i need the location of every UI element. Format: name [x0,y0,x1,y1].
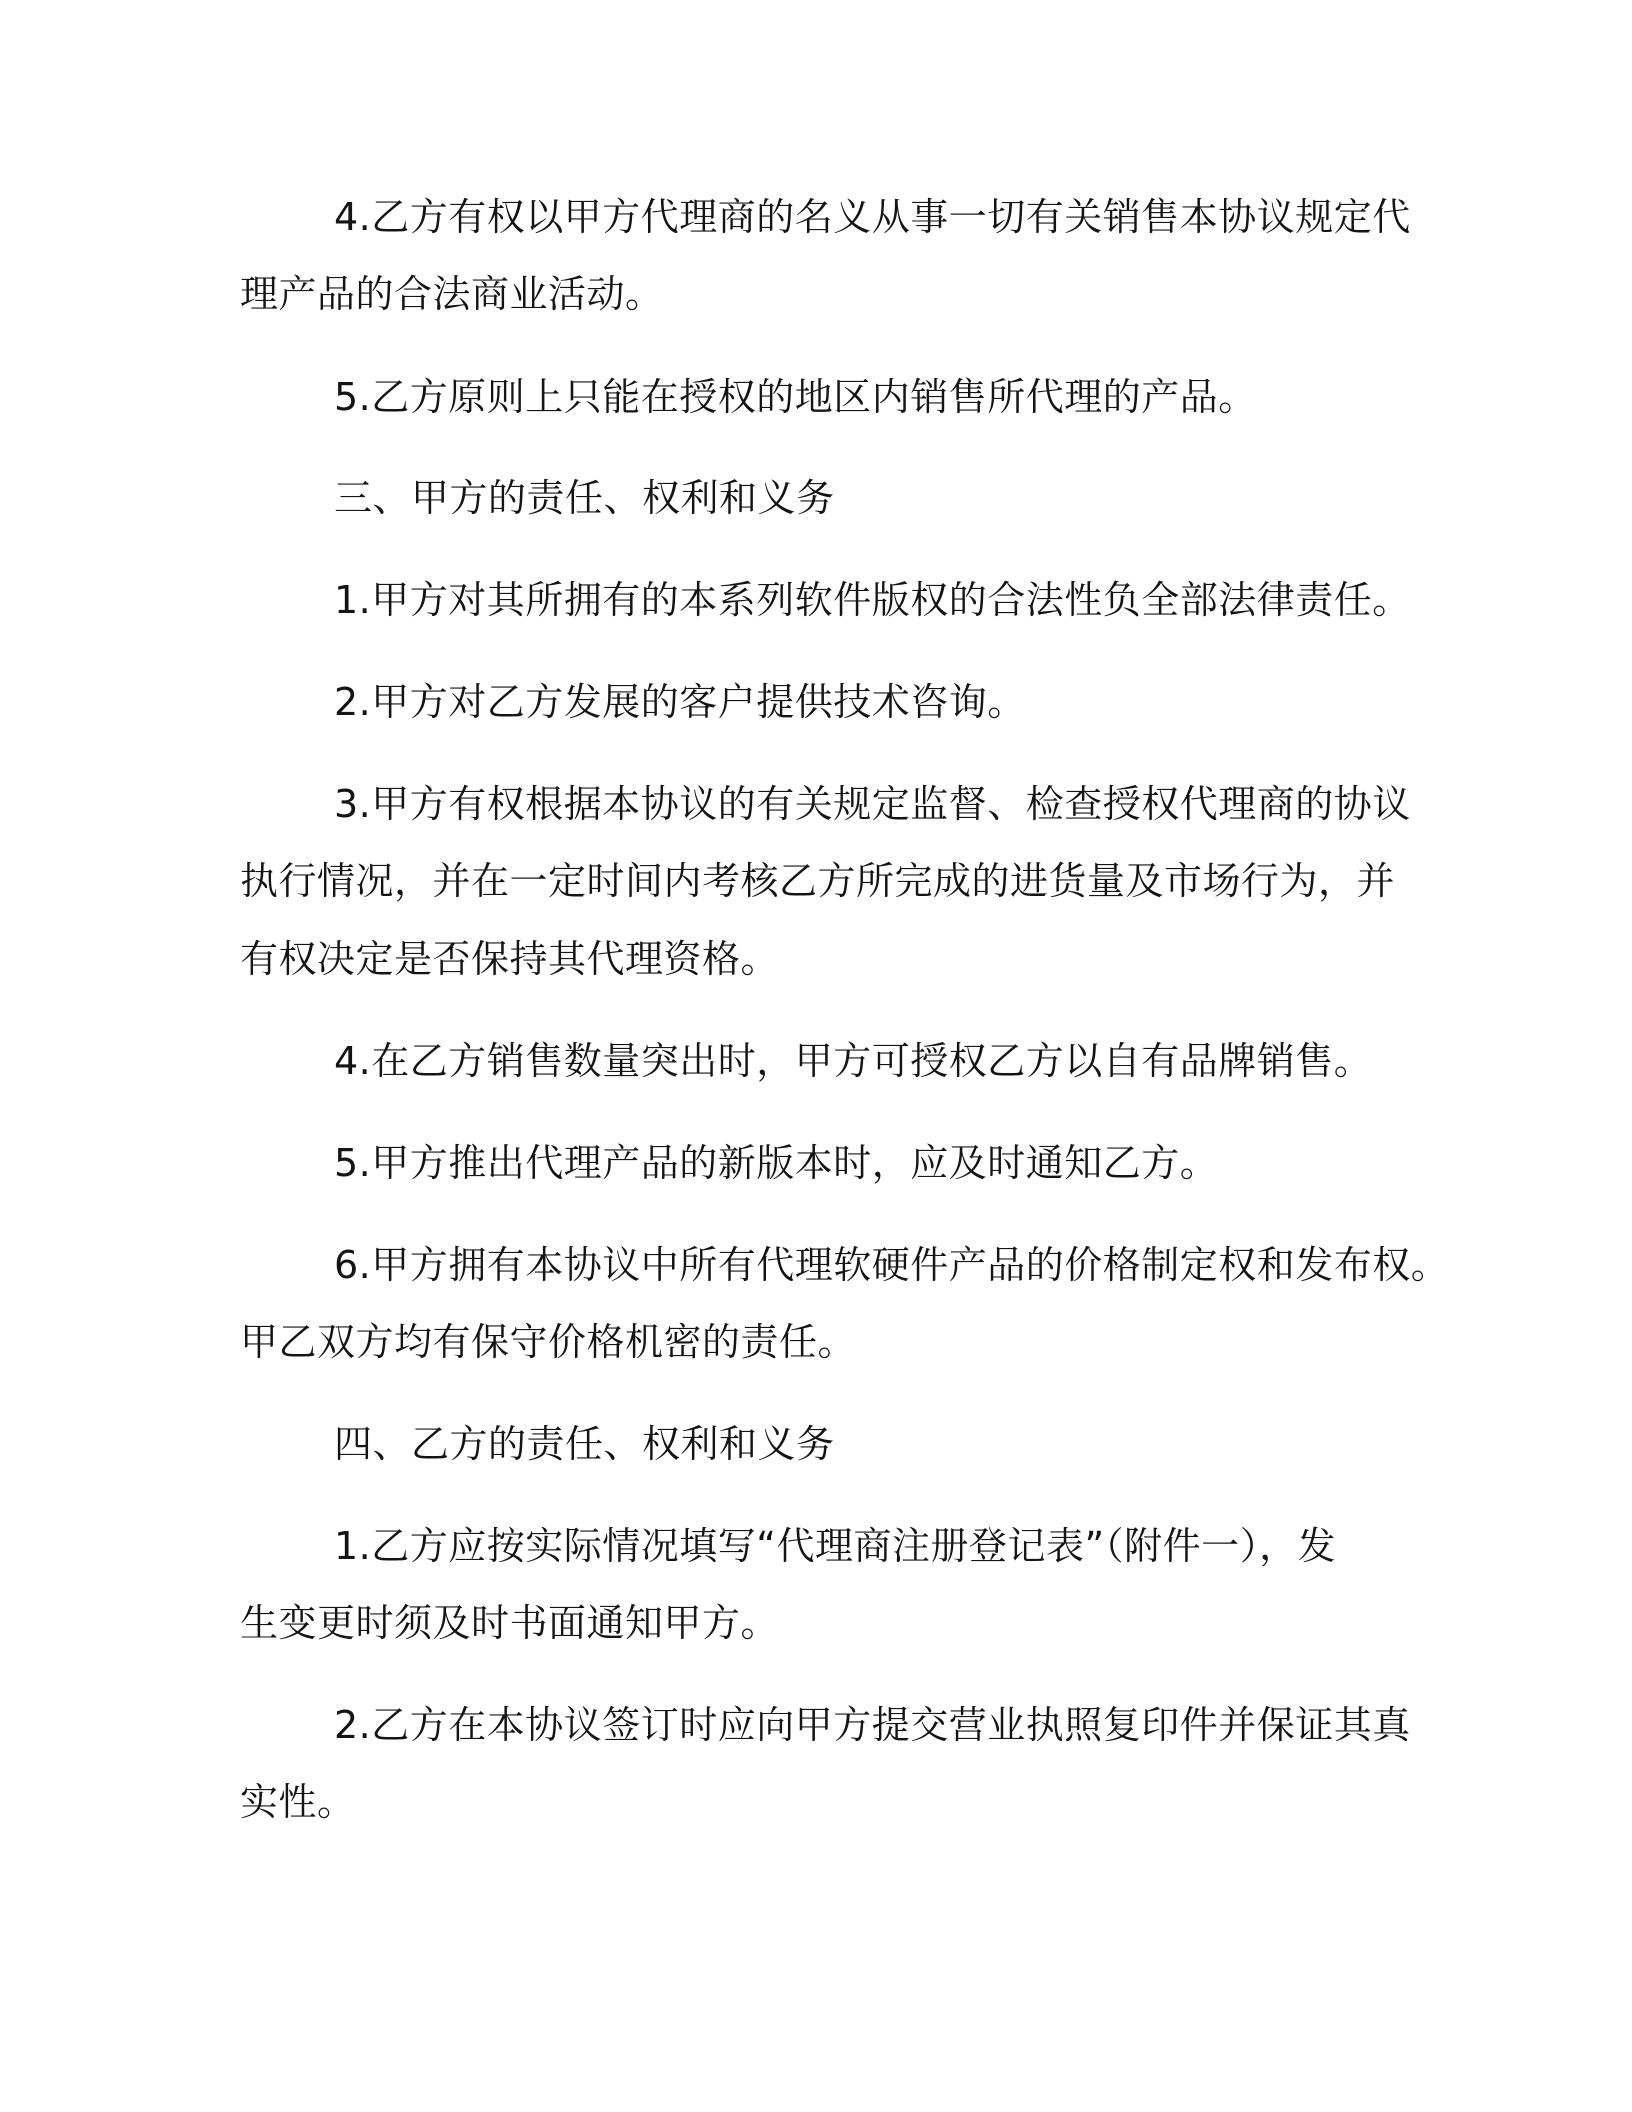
paragraph-line: 有权决定是否保持其代理资格。 [240,937,780,981]
paragraph-line: 4.在乙方销售数量突出时，甲方可授权乙方以自有品牌销售。 [334,1039,1373,1083]
paragraph-line: 5.乙方原则上只能在授权的地区内销售所代理的产品。 [334,375,1257,419]
paragraph-line: 1.乙方应按实际情况填写“代理商注册登记表”（附件一），发 [334,1524,1337,1568]
paragraph-line: 甲乙双方均有保守价格机密的责任。 [240,1320,857,1364]
paragraph-line: 实性。 [240,1780,356,1824]
paragraph-line: 生变更时须及时书面通知甲方。 [240,1601,780,1645]
paragraph-line: 执行情况，并在一定时间内考核乙方所完成的进货量及市场行为，并 [240,859,1396,903]
paragraph-line: 3.甲方有权根据本协议的有关规定监督、检查授权代理商的协议 [334,782,1411,826]
paragraph-line: 2.乙方在本协议签订时应向甲方提交营业执照复印件并保证其真 [334,1703,1411,1747]
section-heading: 四、乙方的责任、权利和义务 [334,1422,835,1466]
paragraph-line: 5.甲方推出代理产品的新版本时，应及时通知乙方。 [334,1141,1219,1185]
paragraph-line: 2.甲方对乙方发展的客户提供技术咨询。 [334,680,1026,724]
paragraph-line: 理产品的合法商业活动。 [240,272,664,316]
paragraph-line: 1.甲方对其所拥有的本系列软件版权的合法性负全部法律责任。 [334,578,1411,622]
section-heading: 三、甲方的责任、权利和义务 [334,476,835,520]
paragraph-line: 6.甲方拥有本协议中所有代理软硬件产品的价格制定权和发布权。 [334,1243,1450,1287]
paragraph-line: 4.乙方有权以甲方代理商的名义从事一切有关销售本协议规定代 [334,195,1411,239]
